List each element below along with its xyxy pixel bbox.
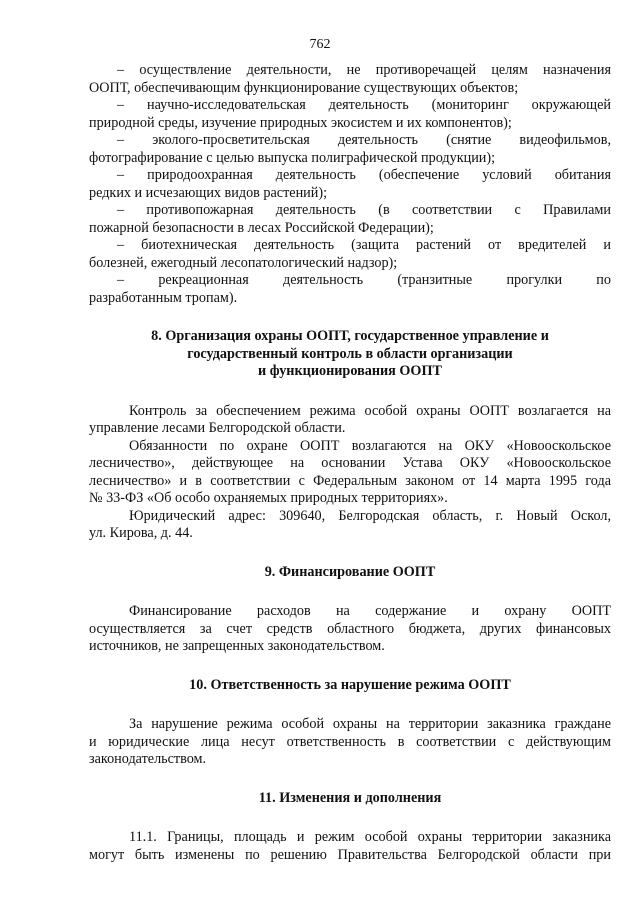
paragraph-line: осуществляется за счет средств областного бюджета, других финансовых xyxy=(89,620,611,637)
list-item xyxy=(89,202,611,237)
section-10 xyxy=(89,677,611,769)
list-item xyxy=(89,272,611,307)
list-item-line: – природоохранная деятельность (обеспечение условий обитания xyxy=(117,167,611,183)
paragraph-line: могут быть изменены по решению Правительства Белгородской области при xyxy=(89,846,611,863)
list-item xyxy=(89,132,611,167)
list-item-line: – осуществление деятельности, не противоречащей целям назначения xyxy=(117,62,611,78)
list-item xyxy=(89,167,611,202)
section-heading: и функционирования ООПТ xyxy=(258,363,442,379)
paragraph-line: управление лесами Белгородской области. xyxy=(89,420,346,436)
list-item-line: природной среды, изучение природных экосистем и их компонентов); xyxy=(89,114,512,131)
list-item xyxy=(89,97,611,132)
list-item-line: фотографирование с целью выпуска полиграфической продукции); xyxy=(89,149,496,166)
section-11 xyxy=(89,790,611,865)
paragraph xyxy=(89,438,611,508)
paragraph-line: лесничество», действующее на основании Устава ОКУ «Новооскольское xyxy=(89,455,611,471)
paragraph-line: Юридический адрес: 309640, Белгородская область, г. Новый Оскол, xyxy=(129,507,611,524)
section-heading: государственный контроль в области организации xyxy=(187,345,513,362)
activity-list xyxy=(89,62,611,307)
document-body xyxy=(89,62,611,864)
paragraph-line: источников, не запрещенных законодательством. xyxy=(89,638,385,654)
paragraph xyxy=(89,716,611,769)
paragraph-line: Обязанности по охране ООПТ возлагаются на ОКУ «Новооскольское xyxy=(129,437,611,454)
paragraph-line: За нарушение режима особой охраны на территории заказника граждане xyxy=(129,716,611,732)
paragraph-line: 11.1. Границы, площадь и режим особой охраны территории заказника xyxy=(129,829,611,845)
list-item xyxy=(89,237,611,272)
paragraph-line: ул. Кирова, д. 44. xyxy=(89,525,193,541)
list-item-line: – противопожарная деятельность (в соответствии с Правилами xyxy=(117,202,611,218)
paragraph xyxy=(89,829,611,864)
page-number: 762 xyxy=(309,37,331,52)
list-item-line: – научно-иcследовательская деятельность (мониторинг окружающей xyxy=(117,97,611,113)
paragraph-line: лесничество» и в соответствии с Федеральным законом от 14 марта 1995 года xyxy=(89,472,611,489)
paragraph-line: № 33-ФЗ «Об особо охраняемых природных территориях». xyxy=(89,490,448,506)
paragraph-line: Финансирование расходов на содержание и охрану ООПТ xyxy=(129,603,611,619)
list-item-line: пожарной безопасности в лесах Российской Федерации); xyxy=(89,219,434,236)
section-8 xyxy=(89,328,611,543)
paragraph xyxy=(89,603,611,656)
paragraph-line: Контроль за обеспечением режима особой охраны ООПТ возлагается на xyxy=(129,402,611,419)
list-item xyxy=(89,62,611,97)
paragraph xyxy=(89,508,611,543)
list-item-line: разработанным тропам). xyxy=(89,289,238,306)
list-item-line: ООПТ, обеспечивающим функционирование существующих объектов; xyxy=(89,79,519,96)
paragraph-line: и юридические лица несут ответственность в соответствии с действующим xyxy=(89,733,611,750)
paragraph xyxy=(89,403,611,438)
paragraph-line: законодательством. xyxy=(89,751,207,767)
section-heading: 10. Ответственность за нарушение режима ООПТ xyxy=(189,676,511,693)
section-heading: 9. Финансирование ООПТ xyxy=(264,563,436,580)
list-item-line: – рекреационная деятельность (транзитные прогулки по xyxy=(117,272,611,288)
list-item-line: – эколого-просветительская деятельность (снятие видеофильмов, xyxy=(117,132,611,148)
section-heading: 11. Изменения и дополнения xyxy=(258,789,442,806)
list-item-line: болезней, ежегодный лесопатологический надзор); xyxy=(89,254,398,271)
list-item-line: редких и исчезающих видов растений); xyxy=(89,184,328,201)
section-9 xyxy=(89,564,611,656)
section-heading: 8. Организация охраны ООПТ, государственное управление и xyxy=(151,328,549,344)
list-item-line: – биотехническая деятельность (защита растений от вредителей и xyxy=(117,237,611,253)
